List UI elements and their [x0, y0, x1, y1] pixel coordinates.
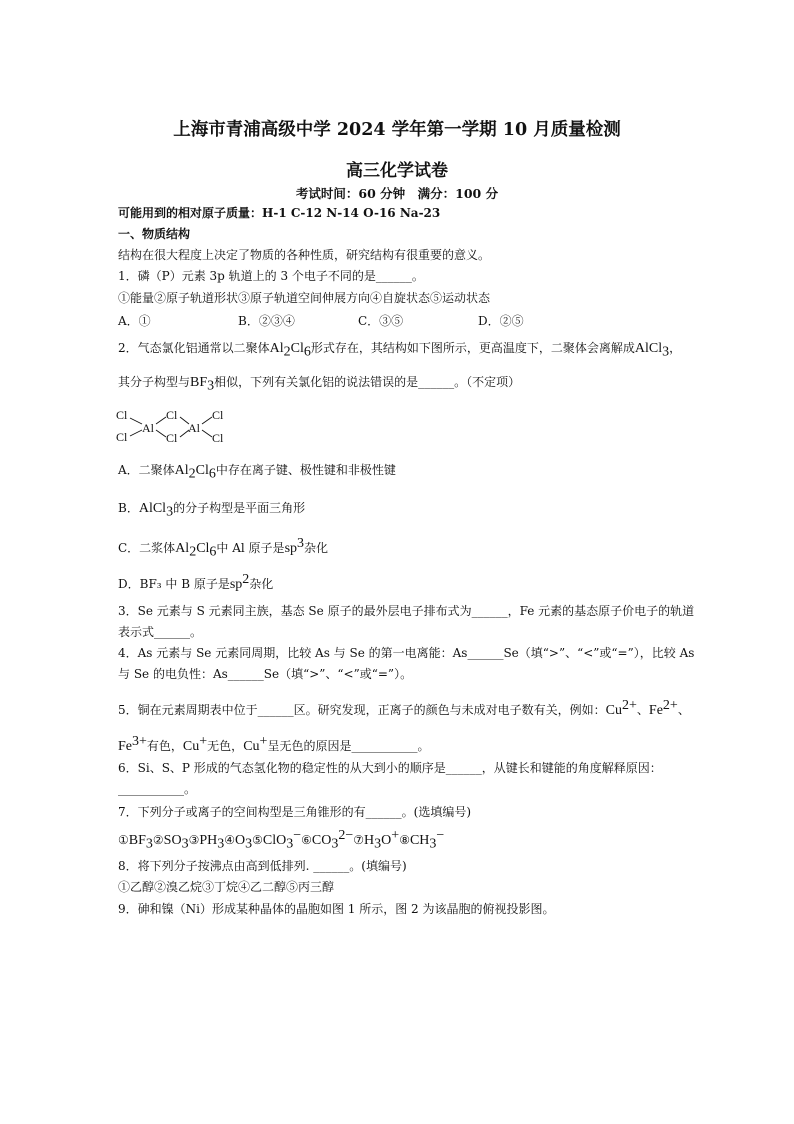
q1-option-b: B．②③④ — [238, 314, 295, 328]
q8-items: ①乙醇②溴乙烷③丁烷④乙二醇⑤丙三醇 — [118, 880, 335, 894]
q4-line1: 4．As 元素与 Se 元素同周期，比较 As 与 Se 的第一电离能：As______Se（填“>”、“<”或“=”），比较 As — [118, 646, 695, 660]
section-intro: 结构在很大程度上决定了物质的各种性质，研究结构有很重要的意义。 — [118, 248, 491, 262]
q4-line2: 与 Se 的电负性：As______Se（填“>”、“<”或“=”）。 — [118, 667, 413, 681]
q1-stem: 1．磷（P）元素 3p 轨道上的 3 个电子不同的是______。 — [118, 269, 424, 283]
cl-label: Cl — [166, 431, 178, 445]
q2-stem-line2: 其分子构型与$BF_3$相似，下列有关氯化铝的说法错误的是______。（不定项） — [118, 375, 521, 394]
q3-line1: 3．Se 元素与 S 元素同主族，基态 Se 原子的最外层电子排布式为______，Fe 元素的基态原子价电子的轨道 — [118, 604, 695, 618]
exam-info: 考试时间：60 分钟 满分：100 分 — [295, 186, 499, 201]
cl-label: Cl — [166, 408, 178, 422]
al-label: Al — [188, 421, 200, 435]
exam-title: 上海市青浦高级中学 2024 学年第一学期 10 月质量检测 — [173, 120, 621, 140]
q2-option-b: B．AlCl$_3$的分子构型是平面三角形 — [118, 501, 306, 520]
cl-label: Cl — [116, 408, 128, 422]
exam-subtitle: 高三化学试卷 — [346, 161, 448, 181]
atomic-masses: 可能用到的相对原子质量：H-1 C-12 N-14 O-16 Na-23 — [118, 206, 441, 220]
q7-stem: 7．下列分子或离子的空间构型是三角锥形的有______。(选填编号) — [118, 805, 472, 819]
q3-line2: 表示式______。 — [118, 625, 203, 639]
al2cl6-structure-diagram — [116, 405, 236, 449]
q1-choices: ①能量②原子轨道形状③原子轨道空间伸展方向④自旋状态⑤运动状态 — [118, 291, 491, 305]
q2-option-c: C．二浆体$Al_2Cl_6$中 Al 原子是$sp^3$杂化 — [118, 536, 329, 560]
q9-stem: 9．砷和镍（Ni）形成某种晶体的晶胞如图 1 所示，图 2 为该晶胞的俯视投影图。 — [118, 902, 555, 916]
q1-option-c: C．③⑤ — [358, 314, 404, 328]
cl-label: Cl — [212, 431, 224, 445]
q6-line1: 6．Si、S、P 形成的气态氢化物的稳定性的从大到小的顺序是______，从键长和键能的角度解释原因： — [118, 761, 662, 775]
q2-stem-line1: 2．气态氯化铝通常以二聚体$Al_2Cl_6$形式存在，其结构如下图所示，更高温度下，二聚体会离解成AlCl$_3$， — [118, 341, 682, 360]
q6-line2: ___________。 — [118, 782, 197, 796]
q5-line1: 5．铜在元素周期表中位于______区。研究发现，正离子的颜色与未成对电子数有关，例如：$Cu^{2+}$、$Fe^{2+}$、 — [118, 698, 690, 718]
cl-label: Cl — [212, 408, 224, 422]
q5-line2: $Fe^{3+}$有色，Cu+无色，Cu+呈无色的原因是___________。 — [118, 734, 430, 754]
q2-option-a: A．二聚体$Al_2Cl_6$中存在离子键、极性键和非极性键 — [118, 463, 396, 482]
q8-stem: 8．将下列分子按沸点由高到低排列. ______。(填编号) — [118, 859, 407, 873]
section-heading: 一、物质结构 — [118, 227, 191, 241]
q2-option-d: D．BF₃ 中 B 原子是$sp^2$杂化 — [118, 572, 274, 592]
q7-species-list: $①BF_3②SO_3③PH_3④O_3⑤ClO_3^-⑥CO_3^{2-}⑦H_3O^+⑧CH_3^-$ — [118, 828, 445, 852]
q1-option-a: A．① — [118, 314, 151, 328]
q1-option-d: D．②⑤ — [478, 314, 524, 328]
cl-label: Cl — [116, 430, 128, 444]
al-label: Al — [142, 421, 154, 435]
